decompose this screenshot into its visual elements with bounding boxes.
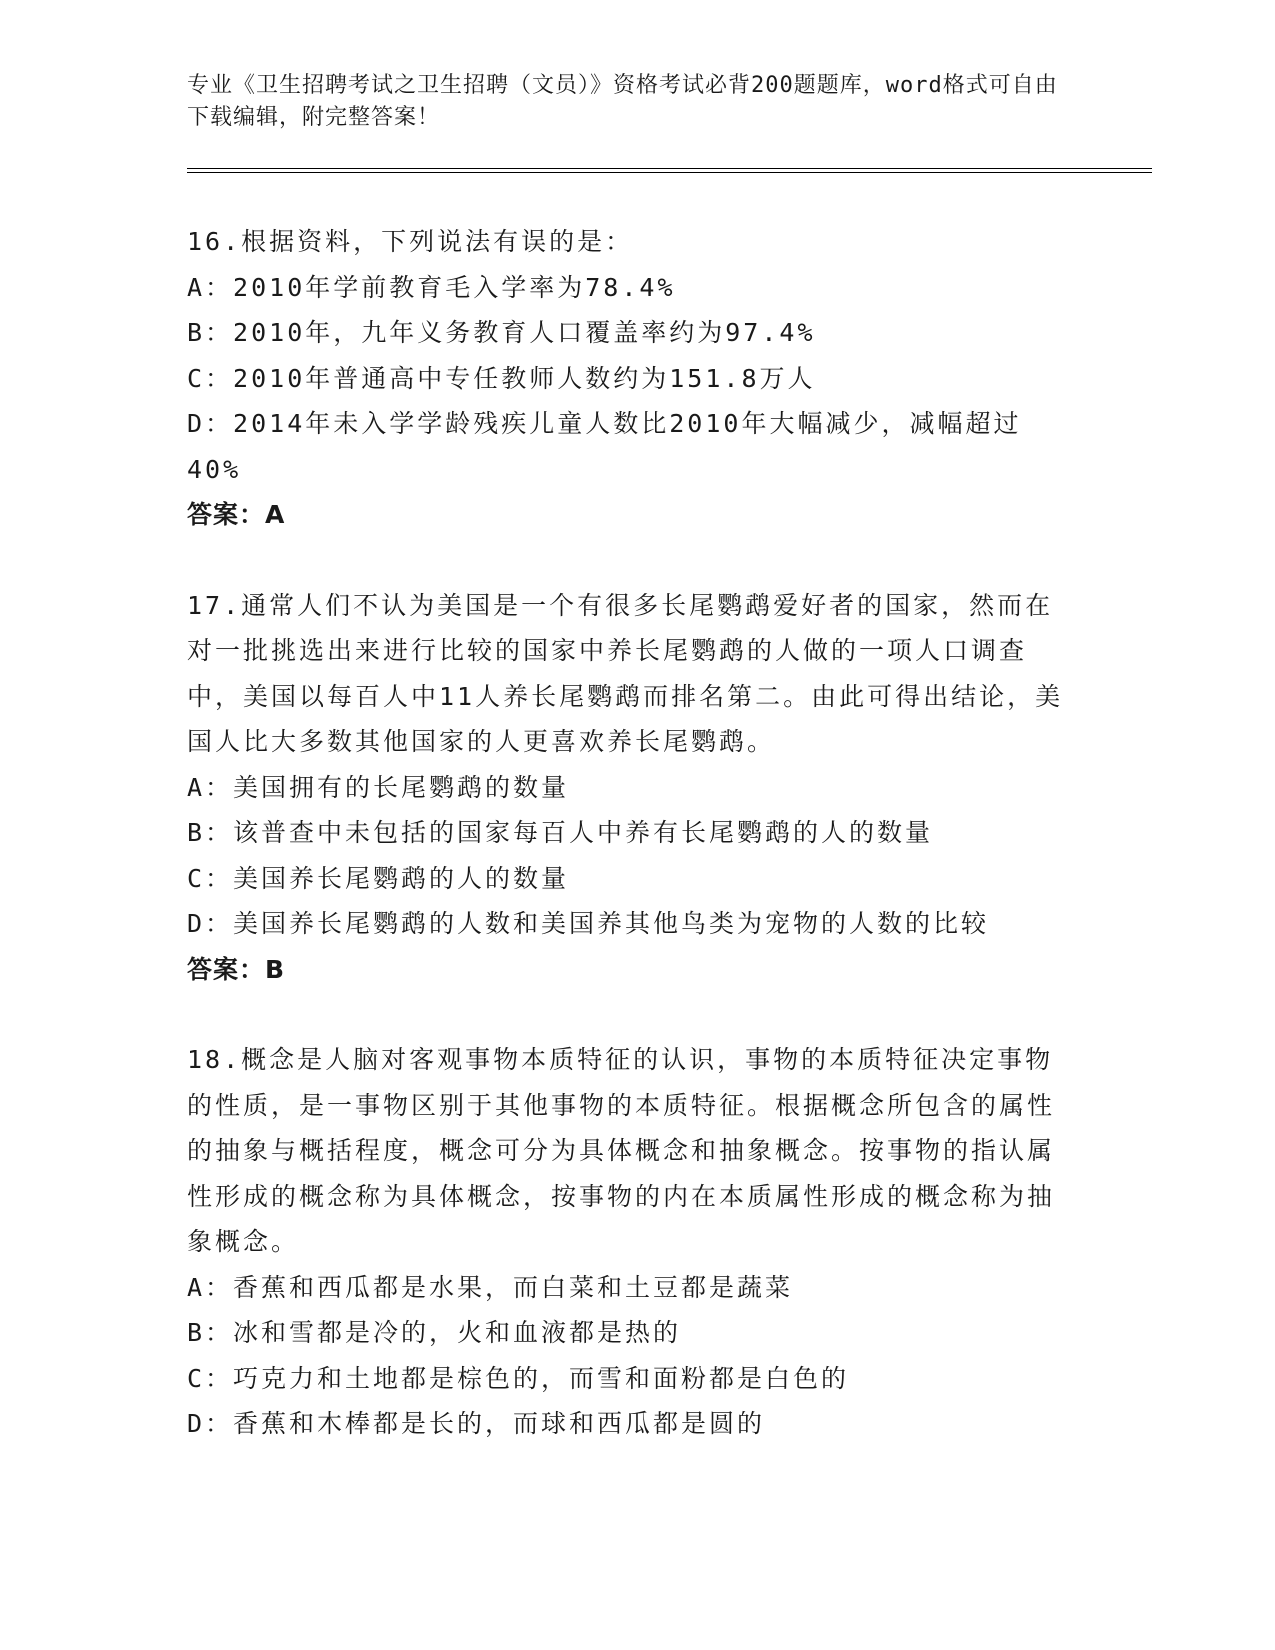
answer: 答案：B [187, 954, 286, 984]
option-a: A：香蕉和西瓜都是水果，而白菜和土豆都是蔬菜 [187, 1272, 794, 1302]
option-a: A：美国拥有的长尾鹦鹉的数量 [187, 772, 570, 802]
answer: 答案：A [187, 500, 286, 529]
question-stem: 18.概念是人脑对客观事物本质特征的认识，事物的本质特征决定事物的性质，是一事物区别于其他事物的本质特征。根据概念所包含的属性的抽象与概括程度，概念可分为具体概念和抽象概念。按事物的指认属性形成的概念称为具体概念，按事物的内在本质属性形成的概念称为抽象概念。 [187, 1045, 1056, 1256]
option-b: B：该普查中未包括的国家每百人中养有长尾鹦鹉的人的数量 [187, 818, 934, 847]
option-b: B：冰和雪都是冷的，火和血液都是热的 [187, 1318, 682, 1347]
document-page [187, 70, 1152, 1447]
option-a: A：2010年学前教育毛入学率为78.4% [187, 272, 676, 302]
question-stem: 17.通常人们不认为美国是一个有很多长尾鹦鹉爱好者的国家，然而在对一批挑选出来进行比较的国家中养长尾鹦鹉的人做的一项人口调查中，美国以每百人中11人养长尾鹦鹉而排名第二。由此可得出结论，美国人比大多数其他国家的人更喜欢养长尾鹦鹉。 [187, 590, 1064, 756]
question-stem: 16.根据资料，下列说法有误的是： [187, 227, 634, 256]
question-16 [187, 219, 1067, 538]
header-double-rule [187, 168, 1152, 173]
option-c: C：巧克力和土地都是棕色的，而雪和面粉都是白色的 [187, 1363, 850, 1393]
option-d: D：2014年未入学学龄残疾儿童人数比2010年大幅减少，减幅超过40% [187, 409, 1022, 484]
option-c: C：美国养长尾鹦鹉的人的数量 [187, 863, 570, 893]
question-18 [187, 1037, 1067, 1447]
question-17 [187, 583, 1067, 993]
option-b: B：2010年，九年义务教育人口覆盖率约为97.4% [187, 318, 816, 347]
option-c: C：2010年普通高中专任教师人数约为151.8万人 [187, 363, 816, 393]
header-description: 专业《卫生招聘考试之卫生招聘（文员）》资格考试必背200题题库，word格式可自由下载编辑，附完整答案！ [187, 73, 1058, 130]
option-d: D：美国养长尾鹦鹉的人数和美国养其他鸟类为宠物的人数的比较 [187, 909, 990, 938]
option-d: D：香蕉和木棒都是长的，而球和西瓜都是圆的 [187, 1409, 766, 1438]
